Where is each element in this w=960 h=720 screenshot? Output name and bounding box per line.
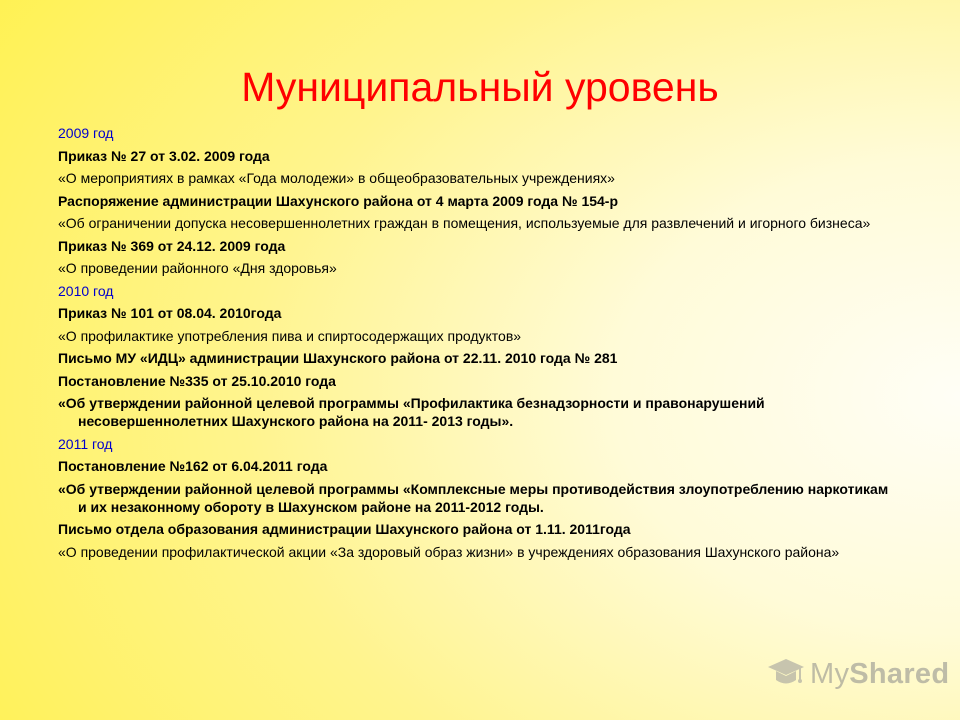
watermark-shared: Shared	[849, 657, 950, 690]
document-item: Приказ № 101 от 08.04. 2010года	[58, 305, 282, 321]
document-item: «О мероприятиях в рамках «Года молодежи» в общеобразовательных учреждениях»	[58, 170, 615, 186]
slide-body	[58, 124, 898, 565]
document-item: 2009 год	[58, 125, 114, 141]
watermark-text	[810, 658, 949, 691]
document-item: «Об утверждении районной целевой программы «Профилактика безнадзорности и правонарушений несовершеннолетних Шахунского района на 2011- 2013 годы».	[58, 395, 765, 429]
document-item: «О профилактике употребления пива и спиртосодержащих продуктов»	[58, 327, 522, 344]
document-item: «О проведении районного «Дня здоровья»	[58, 260, 337, 276]
document-item: Постановление №162 от 6.04.2011 года	[58, 458, 328, 474]
document-item: «О проведении профилактической акции «За здоровый образ жизни» в учреждениях образования Шахунского района»	[58, 543, 840, 560]
document-item: Приказ № 369 от 24.12. 2009 года	[58, 237, 286, 254]
document-item: 2011 год	[58, 435, 113, 452]
document-item: 2010 год	[58, 282, 114, 299]
document-item: Постановление №335 от 25.10.2010 года	[58, 372, 336, 389]
mortarboard-logo-icon	[766, 652, 806, 697]
document-item: Письмо отдела образования администрации Шахунского района от 1.11. 2011года	[58, 521, 631, 537]
document-item: «Об утверждении районной целевой программы «Комплексные меры противодействия злоупотреблению наркотикам и их незаконному обороту в Шахунском районе на 2011-2012 годы.	[58, 480, 889, 515]
slide-title: Муниципальный уровень	[241, 64, 719, 110]
document-item: Письмо МУ «ИДЦ» администрации Шахунского района от 22.11. 2010 года № 281	[58, 350, 618, 366]
watermark-my: My	[810, 657, 850, 690]
myshared-watermark	[766, 654, 949, 694]
document-item: Приказ № 27 от 3.02. 2009 года	[58, 147, 270, 164]
document-item: «Об ограничении допуска несовершеннолетних граждан в помещения, используемые для развлечений и игорного бизнеса»	[58, 215, 871, 231]
document-item: Распоряжение администрации Шахунского района от 4 марта 2009 года № 154-р	[58, 192, 619, 209]
